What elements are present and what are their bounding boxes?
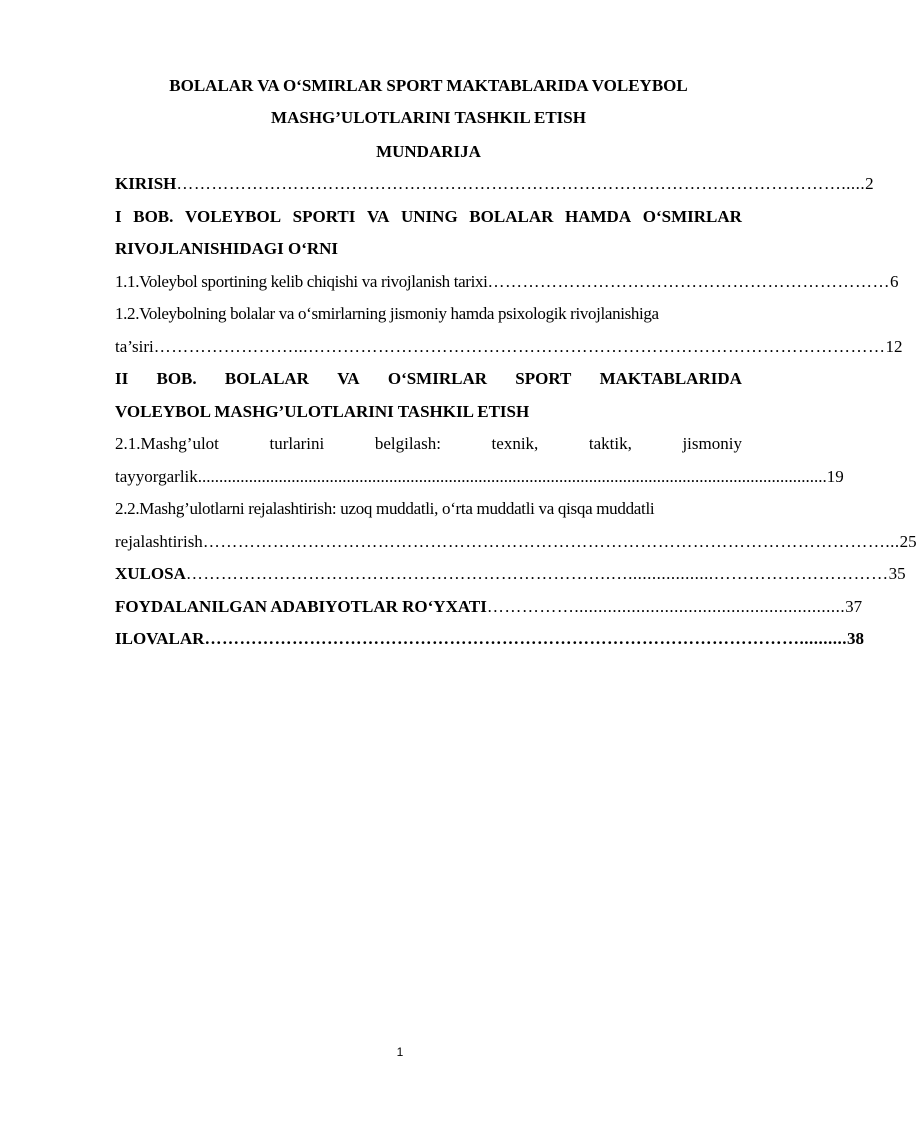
toc-word: BOLALAR [224, 369, 309, 388]
toc-word: VA [367, 206, 390, 226]
document-title [115, 70, 742, 134]
toc-entry-chapter-2[interactable] [115, 363, 742, 428]
toc-word: BOB. [133, 206, 174, 226]
table-of-contents [115, 168, 917, 656]
toc-page-number: 6 [889, 271, 899, 291]
title-line-1: BOLALAR VA O‘SMIRLAR SPORT MAKTABLARIDA VOLEYBOL [169, 76, 688, 95]
toc-dot-leader: ……………………………………………………………………………………………………..... [176, 174, 866, 193]
toc-word: II [115, 369, 129, 388]
toc-page-number: 12 [885, 336, 903, 356]
toc-entry-adabiyotlar[interactable] [115, 591, 863, 624]
toc-entry-xulosa[interactable] [115, 558, 906, 591]
toc-dot-leader: ……………......................................................... [486, 596, 846, 616]
toc-word: O‘SMIRLAR [642, 206, 742, 226]
contents-heading: MUNDARIJA [376, 142, 481, 161]
toc-dot-leader: .................................................................................................................................................... [197, 466, 827, 486]
title-line-2: MASHG’ULOTLARINI TASHKIL ETISH [271, 108, 586, 127]
toc-word: BOLALAR [469, 206, 554, 226]
toc-word: UNING [401, 206, 458, 226]
toc-word: belgilash: [374, 434, 441, 453]
toc-dot-leader: ……………………...……………………………………………………………………………………… [153, 336, 886, 356]
toc-word: VOLEYBOL [185, 206, 282, 226]
toc-label: rejalashtirish [115, 531, 203, 551]
toc-label: FOYDALANILGAN ADABIYOTLAR RO‘YXATI [115, 596, 487, 616]
toc-word: I [115, 206, 122, 226]
toc-dot-leader: ………………………………………………………………………………………….......... [204, 629, 847, 648]
toc-chapter-2-line-1 [115, 363, 742, 396]
toc-word: SPORTI [292, 206, 356, 226]
toc-word: texnik, [491, 434, 539, 453]
toc-chapter-1-line-2: RIVOJLANISHIDAGI O‘RNI [115, 239, 339, 258]
toc-chapter-1-line-1 [115, 201, 742, 234]
toc-page-number: 38 [846, 629, 864, 648]
toc-page-number: 37 [845, 596, 863, 616]
toc-chapter-2-line-2: VOLEYBOL MASHG’ULOTLARINI TASHKIL ETISH [115, 401, 530, 421]
toc-entry-1-1[interactable] [115, 266, 899, 299]
toc-word: BOB. [156, 369, 197, 388]
toc-page-number: 35 [888, 564, 906, 583]
page-number: 1 [396, 1045, 404, 1059]
toc-word: 2.1.Mashg’ulot [115, 434, 219, 453]
toc-entry-ilovalar[interactable] [115, 623, 864, 656]
toc-entry-kirish[interactable] [115, 168, 874, 201]
toc-label: KIRISH [115, 174, 177, 193]
toc-label: ta’siri [115, 336, 154, 356]
toc-entry-2-1-line-1 [115, 428, 742, 461]
toc-entry-1-2[interactable] [115, 298, 903, 363]
toc-page-number: 2 [865, 174, 874, 193]
toc-entry-2-1[interactable] [115, 428, 844, 493]
toc-label: tayyorgarlik [115, 466, 198, 486]
toc-word: VA [337, 369, 360, 388]
toc-label: ILOVALAR [115, 629, 205, 648]
document-page [115, 70, 917, 656]
toc-dot-leader: ……………………………………………………………….…..................………………………… [185, 564, 889, 583]
toc-entry-1-2-line-1: 1.2.Voleybolning bolalar va o‘smirlarning jismoniy hamda psixologik rivojlanishiga [115, 304, 659, 323]
toc-word: turlarini [269, 434, 325, 453]
toc-entry-2-2[interactable] [115, 493, 917, 558]
toc-dot-leader: ………………………………………………………………………………………………………... [202, 531, 900, 551]
toc-page-number: 19 [826, 466, 844, 486]
toc-word: SPORT [515, 369, 572, 388]
toc-word: taktik, [588, 434, 632, 453]
toc-word: MAKTABLARIDA [599, 369, 742, 388]
toc-word: HAMDA [565, 206, 632, 226]
toc-entry-2-2-line-1: 2.2.Mashg’ulotlarni rejalashtirish: uzoq muddatli, o‘rta muddatli va qisqa muddatli [115, 499, 655, 518]
toc-label: 1.1.Voleybol sportining kelib chiqishi va rivojlanish tarixi [115, 271, 488, 291]
toc-word: O‘SMIRLAR [387, 369, 488, 388]
toc-label: XULOSA [115, 564, 186, 583]
toc-entry-chapter-1[interactable] [115, 201, 742, 266]
toc-word: jismoniy [682, 434, 742, 453]
toc-page-number: 25 [899, 531, 917, 551]
toc-dot-leader: …………………………………………………………… [487, 271, 890, 291]
